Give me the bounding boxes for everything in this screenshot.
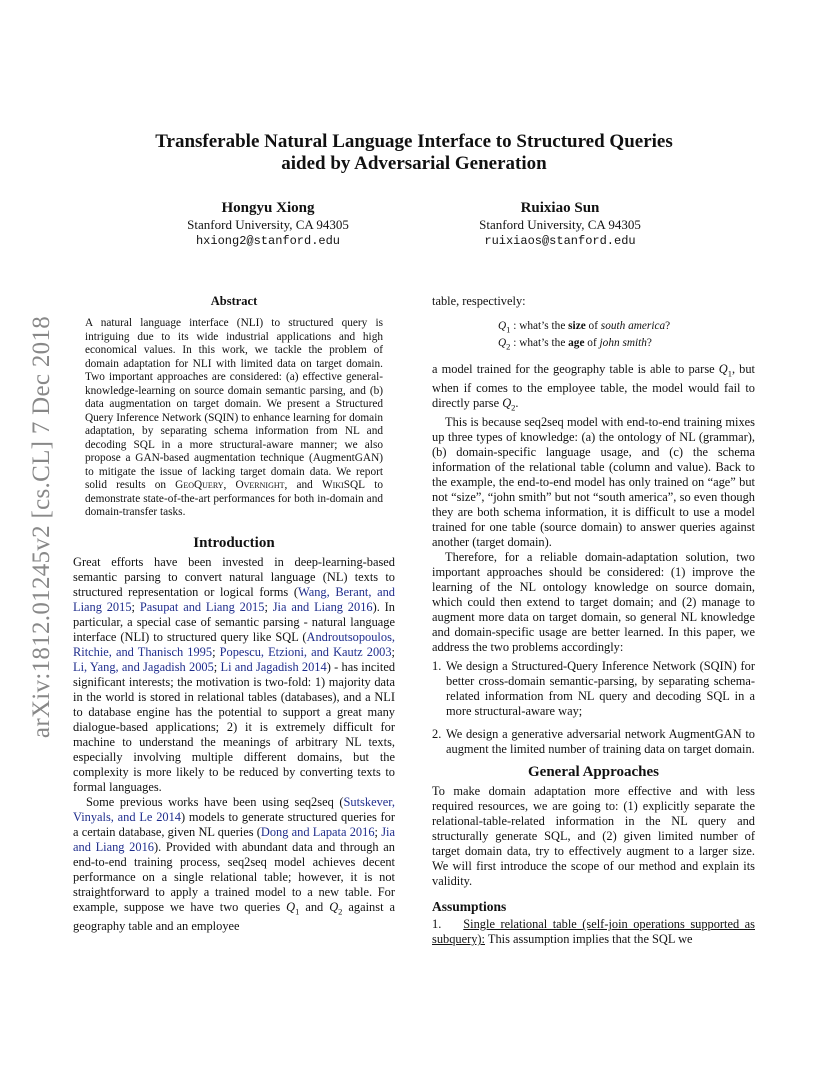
general-approaches-heading: General Approaches [528,764,659,781]
math-symbol: $Q_2$ [502,395,516,413]
query-2: $Q_2$ : what’s the age of john smith? [498,337,652,352]
citation-link[interactable]: Li, Yang, and Jagadish 2005 [73,659,214,674]
body-text: a model trained for the geography table is able to parse [432,361,719,376]
author-affiliation: Stanford University, CA 94305 [479,217,641,232]
list-item [432,659,755,719]
citation-link[interactable]: Dong and Lapata 2016 [260,824,375,839]
title-line-2: aided by Adversarial Generation [281,153,547,174]
body-text: ). In particular, a special case of semantic parsing - natural language interface (NLI) to structured query like SQL ( [73,599,395,644]
separator: ; [212,644,220,659]
citation-link[interactable]: Androutsopoulos, Ritchie, and Thanisch 1995 [73,629,395,659]
body-text: Some previous works have been using seq2seq ( [86,794,344,809]
math-symbol: $Q_1$ [718,361,732,378]
arxiv-identifier [22,292,62,762]
assumption-title: Single relational table (self-join operations supported as subquery): [432,917,755,947]
paragraph-3 [432,362,755,416]
list-number: 1. [432,917,442,932]
list-item [432,727,755,757]
separator: , and [284,479,322,491]
body-text: and [299,899,330,914]
dataset-name: Overnight [235,479,285,491]
separator: ; [213,659,221,674]
abstract-text [85,317,383,520]
author-affiliation: Stanford University, CA 94305 [187,217,349,232]
dataset-name: WikiSQL [321,479,366,491]
math-symbol: $Q_2$ [329,899,343,916]
author-name: Hongyu Xiong [221,200,315,216]
abstract-text-part: to demonstrate state-of-the-art performances for both in-domain and domain-transfer tasks. [85,479,383,518]
citation-link[interactable]: Pasupat and Liang 2015 [139,599,265,614]
separator: ; [391,644,395,659]
list-text: We design a Structured-Query Inference Network (SQIN) for better cross-domain semantic-parsing, by separating schema-related information from NL query and decoding SQL in a more structural-aware way; [446,659,755,719]
abstract-text-part: A natural language interface (NLI) to structured query is intriguing due to its wide industrial applications and high economical values. In this work, we tackle the problem of domain adaptation for NLI with limited data on target domain. Two important approaches are considered: (a) effective general-knowledge-learning on source domain semantic parsing, and (b) data augmentation on target domain. We present a Structured Query Inference Network (SQIN) to enhance learning for domain adaptation, by separating schema information from NL and decoding SQL in a more structural-aware manner; we also propose a GAN-based augmentation technique (AugmentGAN) to mitigate the issue of lacking target domain data. We report solid results on [85,317,383,491]
separator: , [223,479,236,491]
dataset-name: GeoQuery [175,479,224,491]
body-text: ) models to generate structured queries for a certain database, given NL queries ( [73,809,395,839]
citation-link[interactable]: Li and Jagadish 2014 [220,659,327,674]
author-block-1 [138,199,398,249]
assumption-1 [432,917,755,947]
body-text: . [515,395,519,410]
separator: ; [131,599,140,614]
paper-title [0,131,828,175]
citation-link[interactable]: Jia and Liang 2016 [272,599,373,614]
list-text: We design a generative adversarial network AugmentGAN to augment the limited number of training data on target domain. [446,727,755,757]
list-number: 2. [432,727,442,742]
intro-paragraph-2 [73,795,395,934]
assumptions-heading: Assumptions [432,899,507,915]
paragraph-4: This is because seq2seq model with end-to-end training mixes up three types of knowledge: (a) the ontology of NL (grammar), (b) domain-specific language usage, and (c) the schema information of the relational table (column and value). Back to the example, the end-to-end model has only trained on “age” but not “size”, “john smith” but not “south america”, so even though they are both schema information, it is difficult to use a model trained for one table (source domain) to answer queries against another (target domain). [432,415,755,550]
author-name: Ruixiao Sun [520,200,600,216]
abstract-heading: Abstract [210,294,258,308]
contribution-list [432,659,755,757]
math-symbol: $Q_1$ [286,899,300,916]
body-text: This assumption implies that the SQL we [485,932,693,947]
list-number: 1. [432,659,442,674]
separator: ; [374,824,382,839]
paragraph-6: To make domain adaptation more effective and with less required resources, we are going to: (1) explicitly separate the relational-table-related information in the NL query and structurally generate SQL, and (2) given limited number of target domain data, try to effectively augment to a larger size. We will first introduce the scope of our method and explain its validity. [432,784,755,889]
left-column [73,294,395,934]
introduction-heading: Introduction [193,534,275,551]
example-queries [498,319,755,354]
separator: ; [264,599,273,614]
author-email[interactable]: ruixiaos@stanford.edu [484,234,636,248]
query-1: $Q_1$ : what’s the size of south america? [498,320,671,335]
arxiv-id-text: arXiv:1812.01245v2 [cs.CL] 7 Dec 2018 [28,315,56,739]
body-text: , but when if comes to the employee table, the model would fail to directly parse [432,361,755,410]
continued-text: table, respectively: [432,294,526,308]
author-block-2 [430,199,690,249]
right-column [432,294,755,947]
paragraph-5: Therefore, for a reliable domain-adaptation solution, two important approaches should be considered: (1) improve the learning of the NL ontology knowledge on source domain, which could then extend to target domain; and (2) manage to augment more data on target domain, so general NL knowledge and domain-specific usage are better learned. In this paper, we address the two problems accordingly: [432,550,755,655]
body-text: ) - has incited significant interests; the motivation is two-fold: 1) majority data in the world is stored in relational tables (databases), and a NLI to database engine has the potential to support a great many dialogue-based applications; 2) it is extremely difficult for machine to understand the meanings of arbitrary NL texts, especially involving multiple different domains, but the complexity is more likely to be reduced by converting texts to formal languages. [73,659,396,794]
body-text: against a geography table and an employee [73,899,395,933]
citation-link[interactable]: Sutskever, Vinyals, and Le 2014 [73,794,395,824]
citation-link[interactable]: Wang, Berant, and Liang 2015 [73,584,395,614]
citation-link[interactable]: Popescu, Etzioni, and Kautz 2003 [219,644,392,659]
author-email[interactable]: hxiong2@stanford.edu [195,234,341,248]
title-line-1: Transferable Natural Language Interface to Structured Queries [155,131,673,152]
intro-paragraph-1 [73,555,395,795]
body-text: Great efforts have been invested in deep-learning-based semantic parsing to convert natural language (NL) texts to structured representation or logical forms ( [73,554,395,599]
citation-link[interactable]: Jia and Liang 2016 [73,824,395,854]
body-text: ). Provided with abundant data and through an end-to-end training process, seq2seq model achieves decent performance on a single relational table; however, it is not straightforward to apply a trained model to a new table. For example, suppose we have two queries [73,839,395,914]
